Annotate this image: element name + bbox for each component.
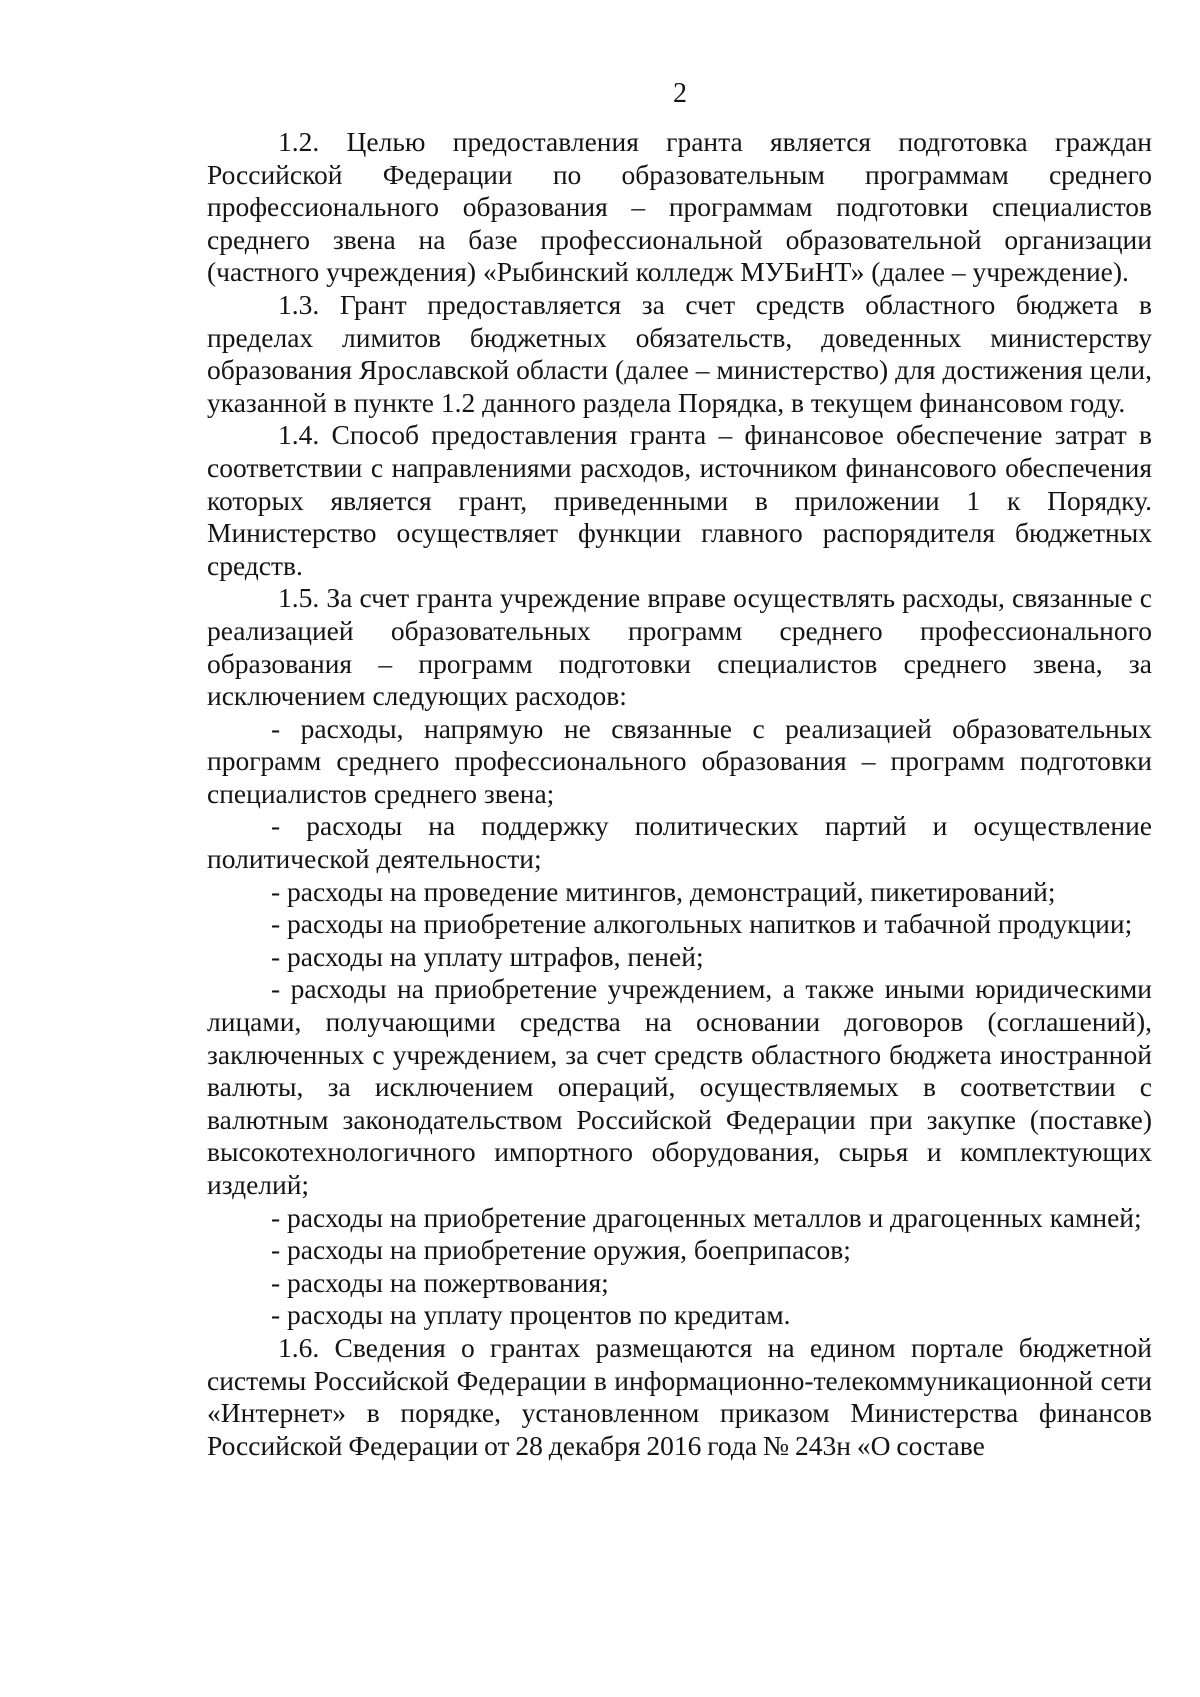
list-item-weapons: - расходы на приобретение оружия, боеприпасов;: [271, 1234, 851, 1266]
list-item-donations: - расходы на пожертвования;: [271, 1266, 609, 1298]
list-item-rallies: - расходы на проведение митингов, демонстраций, пикетирований;: [271, 875, 1056, 907]
paragraph-1-2: 1.2. Целью предоставления гранта является подготовка граждан Российской Федерации по образовательным программам среднего профессионального образования – программам подготовки специалистов среднего звена на базе профессиональной образовательной организации (частного учреждения) «Рыбинский колледж МУБиНТ» (далее – учреждение).: [207, 126, 1152, 288]
paragraph-1-3: 1.3. Грант предоставляется за счет средств областного бюджета в пределах лимитов бюджетных обязательств, доведенных министерству образования Ярославской области (далее – министерство) для достижения цели, указанной в пункте 1.2 данного раздела Порядка, в текущем финансовом году.: [207, 288, 1152, 418]
list-item-alcohol-tobacco: - расходы на приобретение алкогольных напитков и табачной продукции;: [271, 908, 1133, 940]
paragraph-1-4: 1.4. Способ предоставления гранта – финансовое обеспечение затрат в соответствии с направлениями расходов, источником финансового обеспечения которых является грант, приведенными в приложении 1 к Порядку. Министерство осуществляет функции главного распорядителя бюджетных средств.: [207, 419, 1152, 581]
paragraph-1-5: 1.5. За счет гранта учреждение вправе осуществлять расходы, связанные с реализацией образовательных программ среднего профессионального образования – программ подготовки специалистов среднего звена, за исключением следующих расходов:: [207, 582, 1152, 712]
document-body: [207, 126, 1152, 1462]
page-number: 2: [673, 78, 687, 109]
list-item-fines: - расходы на уплату штрафов, пеней;: [271, 940, 704, 972]
list-item-political-parties: - расходы на поддержку политических партий и осуществление политической деятельности;: [207, 810, 1152, 875]
list-item-foreign-currency: - расходы на приобретение учреждением, а также иными юридическими лицами, получающими средства на основании договоров (соглашений), заключенных с учреждением, за счет средств областного бюджета иностранной валюты, за исключением операций, осуществляемых в соответствии с валютным законодательством Российской Федерации при закупке (поставке) высокотехнологичного импортного оборудования, сырья и комплектующих изделий;: [207, 973, 1152, 1200]
list-item-unrelated-expenses: - расходы, напрямую не связанные с реализацией образовательных программ среднего профессионального образования – программ подготовки специалистов среднего звена;: [207, 712, 1152, 809]
list-item-loan-interest: - расходы на уплату процентов по кредитам.: [271, 1299, 791, 1331]
paragraph-1-6: 1.6. Сведения о грантах размещаются на едином портале бюджетной системы Российской Федерации в информационно-телекоммуникационной сети «Интернет» в порядке, установленном приказом Министерства финансов Российской Федерации от 28 декабря 2016 года № 243н «О составе: [207, 1331, 1152, 1461]
list-item-precious-metals: - расходы на приобретение драгоценных металлов и драгоценных камней;: [271, 1201, 1142, 1233]
